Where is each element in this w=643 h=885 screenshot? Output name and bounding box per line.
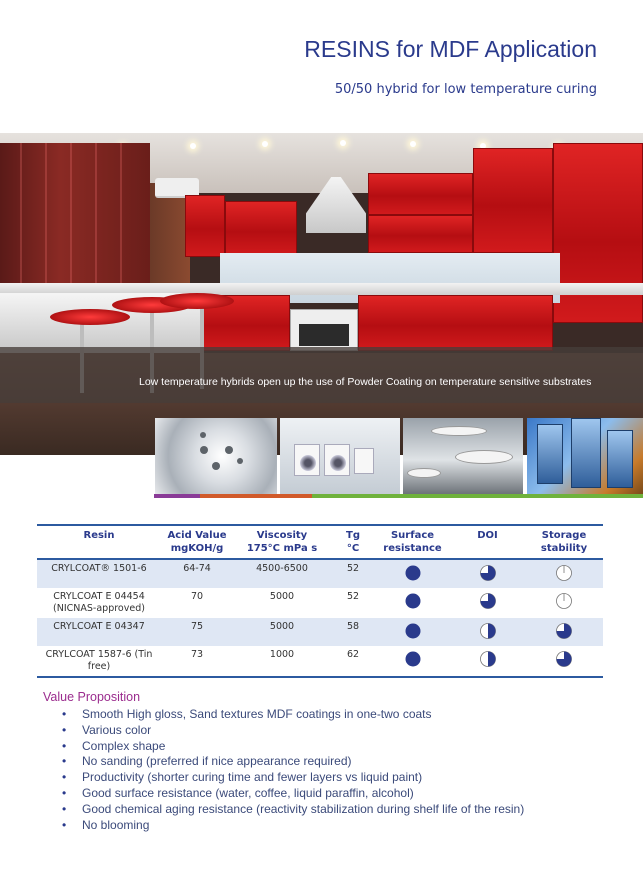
viscosity-value: 5000 (233, 618, 331, 646)
storage-stability-indicator (556, 651, 572, 667)
storage-stability-indicator (556, 593, 572, 609)
red-cabinet (473, 148, 553, 253)
column-header: Acid Value mgKOH/g (161, 525, 233, 559)
bullet-icon: • (62, 754, 67, 769)
doi-indicator (480, 651, 496, 667)
page-title: RESINS for MDF Application (304, 36, 597, 62)
resin-name: CRYLCOAT® 1501-6 (37, 559, 161, 588)
red-cabinet (553, 143, 643, 323)
column-header: Resin (37, 525, 161, 559)
acid-value: 75 (161, 618, 233, 646)
list-item: • Complex shape (62, 738, 166, 753)
viscosity-value: 5000 (269, 591, 295, 602)
red-cabinet (225, 201, 297, 257)
table-header-row (37, 525, 603, 559)
red-cabinet (368, 173, 473, 215)
bullet-icon: • (62, 722, 67, 737)
bullet-icon: • (62, 738, 67, 753)
tg-value: 62 (331, 646, 375, 677)
wheel-rim-photo (155, 418, 277, 494)
column-header: Viscosity 175°C mPa s (233, 525, 331, 559)
table-row (37, 559, 603, 588)
building-photo (527, 418, 643, 494)
oven (290, 309, 358, 351)
list-item: • No sanding (preferred if nice appearance required) (62, 754, 352, 769)
resin-name: CRYLCOAT 1587-6 (Tin free) (37, 646, 161, 677)
column-header: DOI (450, 525, 525, 559)
resin-name: CRYLCOAT E 04347 (37, 618, 161, 646)
resin-table (37, 524, 603, 678)
value-proposition-title: Value Proposition (43, 690, 141, 704)
red-cabinet (368, 215, 473, 253)
table-row (37, 646, 603, 677)
tg-value: 58 (331, 618, 375, 646)
accent-stripe-purple (154, 494, 200, 498)
washing-machines-photo (280, 418, 400, 494)
caption-band (0, 347, 643, 403)
surface-resistance-indicator (405, 651, 421, 667)
outdoor-furniture-photo (403, 418, 523, 494)
viscosity-value: 1000 (233, 646, 331, 677)
ceiling-light (190, 143, 196, 149)
column-header: Tg °C (331, 525, 375, 559)
hero-caption: Low temperature hybrids open up the use of Powder Coating on temperature sensitive substrates (139, 376, 592, 388)
acid-value: 64-74 (161, 559, 233, 588)
doi-indicator (480, 623, 496, 639)
accent-stripe-orange (200, 494, 312, 498)
ceiling-light (410, 141, 416, 147)
bullet-icon: • (62, 785, 67, 800)
surface-resistance-indicator (405, 565, 421, 581)
red-cabinet (185, 195, 225, 257)
storage-stability-indicator (556, 565, 572, 581)
viscosity-value: 4500-6500 (233, 559, 331, 588)
bullet-icon: • (62, 770, 67, 785)
resin-name: CRYLCOAT E 04454 (NICNAS-approved) (53, 591, 145, 614)
table-row (37, 588, 603, 618)
kitchen-photo (0, 133, 643, 455)
doi-indicator (480, 593, 496, 609)
list-item: • Good chemical aging resistance (reactivity stabilization during shelf life of the resin) (62, 801, 525, 816)
page-subtitle: 50/50 hybrid for low temperature curing (334, 82, 597, 97)
tg-value: 52 (331, 559, 375, 588)
bullet-icon: • (62, 707, 67, 721)
tg-value: 52 (346, 591, 360, 602)
column-header: Storage stability (525, 525, 603, 559)
column-header: Surface resistance (375, 525, 450, 559)
storage-stability-indicator (556, 623, 572, 639)
list-item: • Productivity (shorter curing time and fewer layers vs liquid paint) (62, 770, 423, 785)
ceiling-light (340, 140, 346, 146)
bullet-icon: • (62, 817, 67, 832)
acid-value: 70 (190, 591, 204, 602)
surface-resistance-indicator (405, 593, 421, 609)
doi-indicator (480, 565, 496, 581)
acid-value: 73 (161, 646, 233, 677)
list-item: • No blooming (62, 817, 150, 832)
ceiling-light (262, 141, 268, 147)
surface-resistance-indicator (405, 623, 421, 639)
red-cabinet (358, 295, 553, 351)
accent-stripe-green (312, 494, 643, 498)
list-item: • Good surface resistance (water, coffee, liquid paraffin, alcohol) (62, 785, 414, 800)
list-item: • Various color (62, 722, 152, 737)
value-proposition-list (62, 707, 524, 833)
list-item: • Smooth High gloss, Sand textures MDF coatings in one-two coats (62, 707, 432, 721)
bar-stool (50, 309, 130, 325)
bar-stool (160, 293, 234, 309)
table-row (37, 618, 603, 646)
bullet-icon: • (62, 801, 67, 816)
